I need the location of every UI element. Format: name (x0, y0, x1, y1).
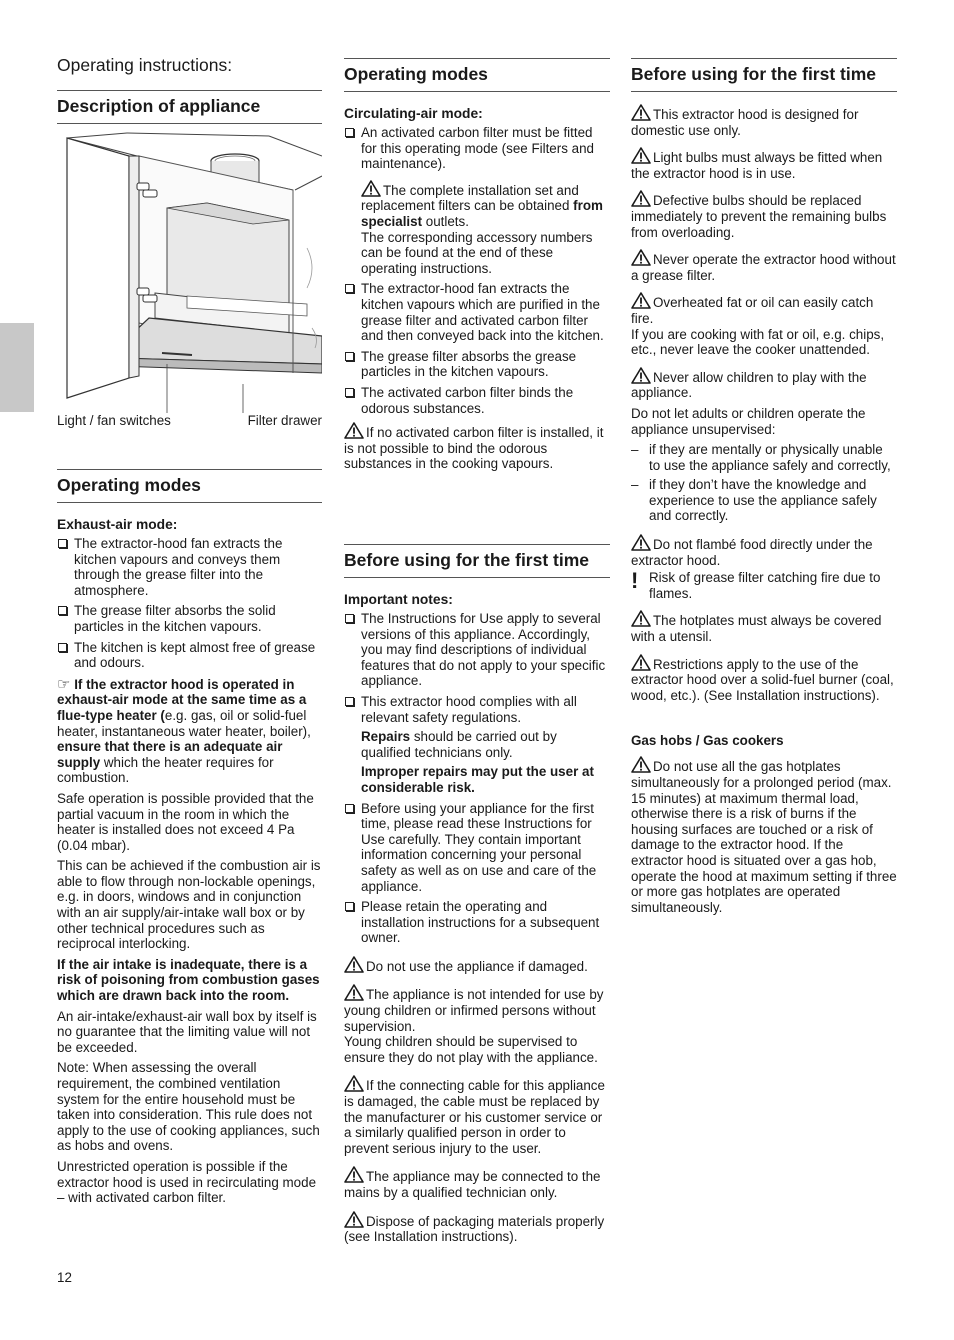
important-notes-list (344, 611, 610, 946)
packaging-warning: Dispose of packaging materials properly (see Installation instructions). (344, 1211, 610, 1245)
warning-icon (344, 956, 364, 973)
mains-warning: The appliance may be connected to the mains by a qualified technician only. (344, 1166, 610, 1200)
flambe-warning: Do not flambé food directly under the extractor hood. (631, 534, 897, 568)
list-item: The grease filter absorbs the solid particles in the kitchen vapours. (57, 603, 322, 634)
gas-warning: Do not use all the gas hotplates simultaneously for a prolonged period (max. 15 minutes) at maximum thermal load, otherwise there is a risk of burns if the housing surfaces are touched or a risk of damage to the extractor hood. If the extractor hood is situated over a gas hob, operate the hood at maximum setting if three or more gas hotplates are operated simultaneously. (631, 756, 897, 915)
light-fan-switches-label: Light / fan switches (57, 413, 171, 428)
warning-icon (631, 104, 651, 121)
poisoning-warning-text: If the air intake is inadequate, there is a risk of poisoning from combustion gases which are drawn back into the room. (57, 956, 320, 1004)
solid-fuel-warning: Restrictions apply to the use of the extractor hood over a solid-fuel burner (coal, wood, etc.). (See Installation instructions). (631, 654, 897, 704)
warning-icon (344, 1166, 364, 1183)
bulbs-warning: Light bulbs must always be fitted when the extractor hood is in use. (631, 147, 897, 181)
grey-section-tab (0, 323, 34, 412)
warning-icon (631, 190, 651, 207)
children-warning: The appliance is not intended for use by young children or infirmed persons without supervision. Young children should be supervised to ensure they do not play with the appliance. (344, 984, 610, 1065)
warning-icon (344, 1211, 364, 1228)
list-item: The extractor-hood fan extracts the kitchen vapours and conveys them through the grease filter into the atmosphere. (57, 536, 322, 598)
first-use-section-cont (631, 58, 897, 920)
damaged-warning: Do not use the appliance if damaged. (344, 956, 610, 975)
warning-icon (631, 534, 651, 551)
list-item: The extractor-hood fan extracts the kitchen vapours which are purified in the grease filter and activated carbon filter and then conveyed back into the kitchen. (344, 281, 610, 343)
combustion-air-text: This can be achieved if the combustion air is able to flow through non-lockable openings, e.g. in doors, windows and in conjunction with an air supply/air-intake wall box or by other technical procedures such as reciprocal interlocking. (57, 858, 321, 952)
first-use-section (344, 544, 610, 1250)
list-item: An activated carbon filter must be fitted for this operating mode (see Filters and maintenance). The complete installation set and replacement filters can be obtained from specialist outlets. The corresponding accessory numbers can be found at the end of these operating instructions. (344, 125, 610, 276)
domestic-warning: This extractor hood is designed for domestic use only. (631, 104, 897, 138)
hotplates-warning: The hotplates must always be covered with a utensil. (631, 610, 897, 644)
unrestricted-text: Unrestricted operation is possible if the extractor hood is used in recirculating mode – with activated carbon filter. (57, 1158, 317, 1206)
page-number: 12 (57, 1270, 72, 1285)
safe-operation-text: Safe operation is possible provided that the partial vacuum in the room in which the heater is installed does not exceed 4 Pa (0.04 mbar). (57, 790, 314, 853)
warning-icon (631, 610, 651, 627)
no-filter-warning: If no activated carbon filter is installed, it is not possible to bind the odorous substances in the cooking vapours. (344, 422, 610, 472)
exhaust-section (57, 469, 322, 1211)
warning-icon (631, 756, 651, 773)
fat-fire-warning: Overheated fat or oil can easily catch fire. If you are cooking with fat or oil, e.g. chips, etc., never leave the cooker unattended. (631, 292, 897, 357)
exhaust-subheading: Exhaust-air mode: (57, 517, 178, 532)
operating-modes-title: Operating modes (57, 469, 322, 503)
list-item: Before using your appliance for the first time, please read these Instructions for Use carefully. They contain important information concerning your personal safety as well as on use and care of the appliance. (344, 801, 610, 895)
list-item: – if they don’t have the knowledge and experience to use the appliance safely and correctly. (631, 477, 897, 524)
unsupervised-text: Do not let adults or children operate the appliance unsupervised: (631, 405, 866, 437)
wall-box-text: An air-intake/exhaust-air wall box by itself is no guarantee that the limiting value will not be exceeded. (57, 1008, 317, 1055)
warning-icon (344, 984, 364, 1001)
cable-warning: If the connecting cable for this appliance is damaged, the cable must be replaced by the manufacturer or his customer service or a similarly qualified person in order to prevent serious injury to the user. (344, 1075, 610, 1156)
note-text: Note: When assessing the overall requirement, the combined ventilation system for the entire household must be taken into consideration. This rule does not apply to the use of cooking appliances, such as hobs and ovens. (57, 1060, 320, 1154)
installation-set-warning: The complete installation set and replacement filters can be obtained from specialist outlets. The corresponding accessory numbers can be found at the end of these operating instructions. (361, 180, 610, 277)
circulating-section (344, 58, 610, 477)
list-item: – if they are mentally or physically unable to use the appliance safely and correctly, (631, 442, 897, 473)
grease-filter-warning: Never operate the extractor hood without a grease filter. (631, 249, 897, 283)
circulating-list (344, 125, 610, 416)
defective-bulbs-warning: Defective bulbs should be replaced immediately to prevent the remaining bulbs from overloading. (631, 190, 897, 240)
filter-drawer-label: Filter drawer (247, 413, 322, 428)
warning-icon (631, 147, 651, 164)
list-item: The kitchen is kept almost free of grease and odours. (57, 640, 322, 671)
warning-icon (631, 249, 651, 266)
warning-icon (631, 367, 651, 384)
gas-hobs-subheading: Gas hobs / Gas cookers (631, 733, 784, 749)
list-item: This extractor hood complies with all relevant safety regulations. Repairs should be carried out by qualified technicians only. Improper repairs may put the user at considerable risk. (344, 694, 610, 796)
warning-icon (344, 1075, 364, 1092)
exhaust-list (57, 536, 322, 671)
circulating-subheading: Circulating-air mode: (344, 106, 483, 121)
fire-risk-note: ! Risk of grease filter catching fire due to flames. (631, 568, 881, 601)
hand-pointer-icon: ☞ (57, 675, 71, 693)
list-item: The activated carbon filter binds the odorous substances. (344, 385, 610, 416)
warning-icon (344, 422, 364, 439)
unsupervised-list (631, 442, 897, 524)
list-item: The grease filter absorbs the grease particles in the kitchen vapours. (344, 349, 610, 380)
warning-icon (631, 292, 651, 309)
operating-modes-title: Operating modes (344, 58, 610, 92)
warning-icon (361, 180, 381, 197)
first-use-title: Before using for the first time (344, 544, 610, 578)
list-item: The Instructions for Use apply to several versions of this appliance. Accordingly, you may find descriptions of individual features that do not apply to your specific appliance. (344, 611, 610, 689)
exclamation-icon: ! (631, 568, 639, 594)
appliance-illustration (57, 128, 322, 418)
warning-icon (631, 654, 651, 671)
first-use-title: Before using for the first time (631, 58, 897, 92)
page-heading: Operating instructions: (57, 55, 233, 75)
description-title: Description of appliance (57, 90, 322, 124)
list-item: Please retain the operating and installation instructions for a subsequent owner. (344, 899, 610, 946)
children-play-warning: Never allow children to play with the appliance. (631, 367, 897, 401)
important-notes-subheading: Important notes: (344, 592, 453, 607)
flue-heater-note: ☞ If the extractor hood is operated in exhaust-air mode at the same time as a flue-type heater (e.g. gas, oil or solid-fuel heater, instantaneous water heater, boiler), ensure that there is an adequate air supply which the heater requires for combustion. (57, 675, 311, 786)
